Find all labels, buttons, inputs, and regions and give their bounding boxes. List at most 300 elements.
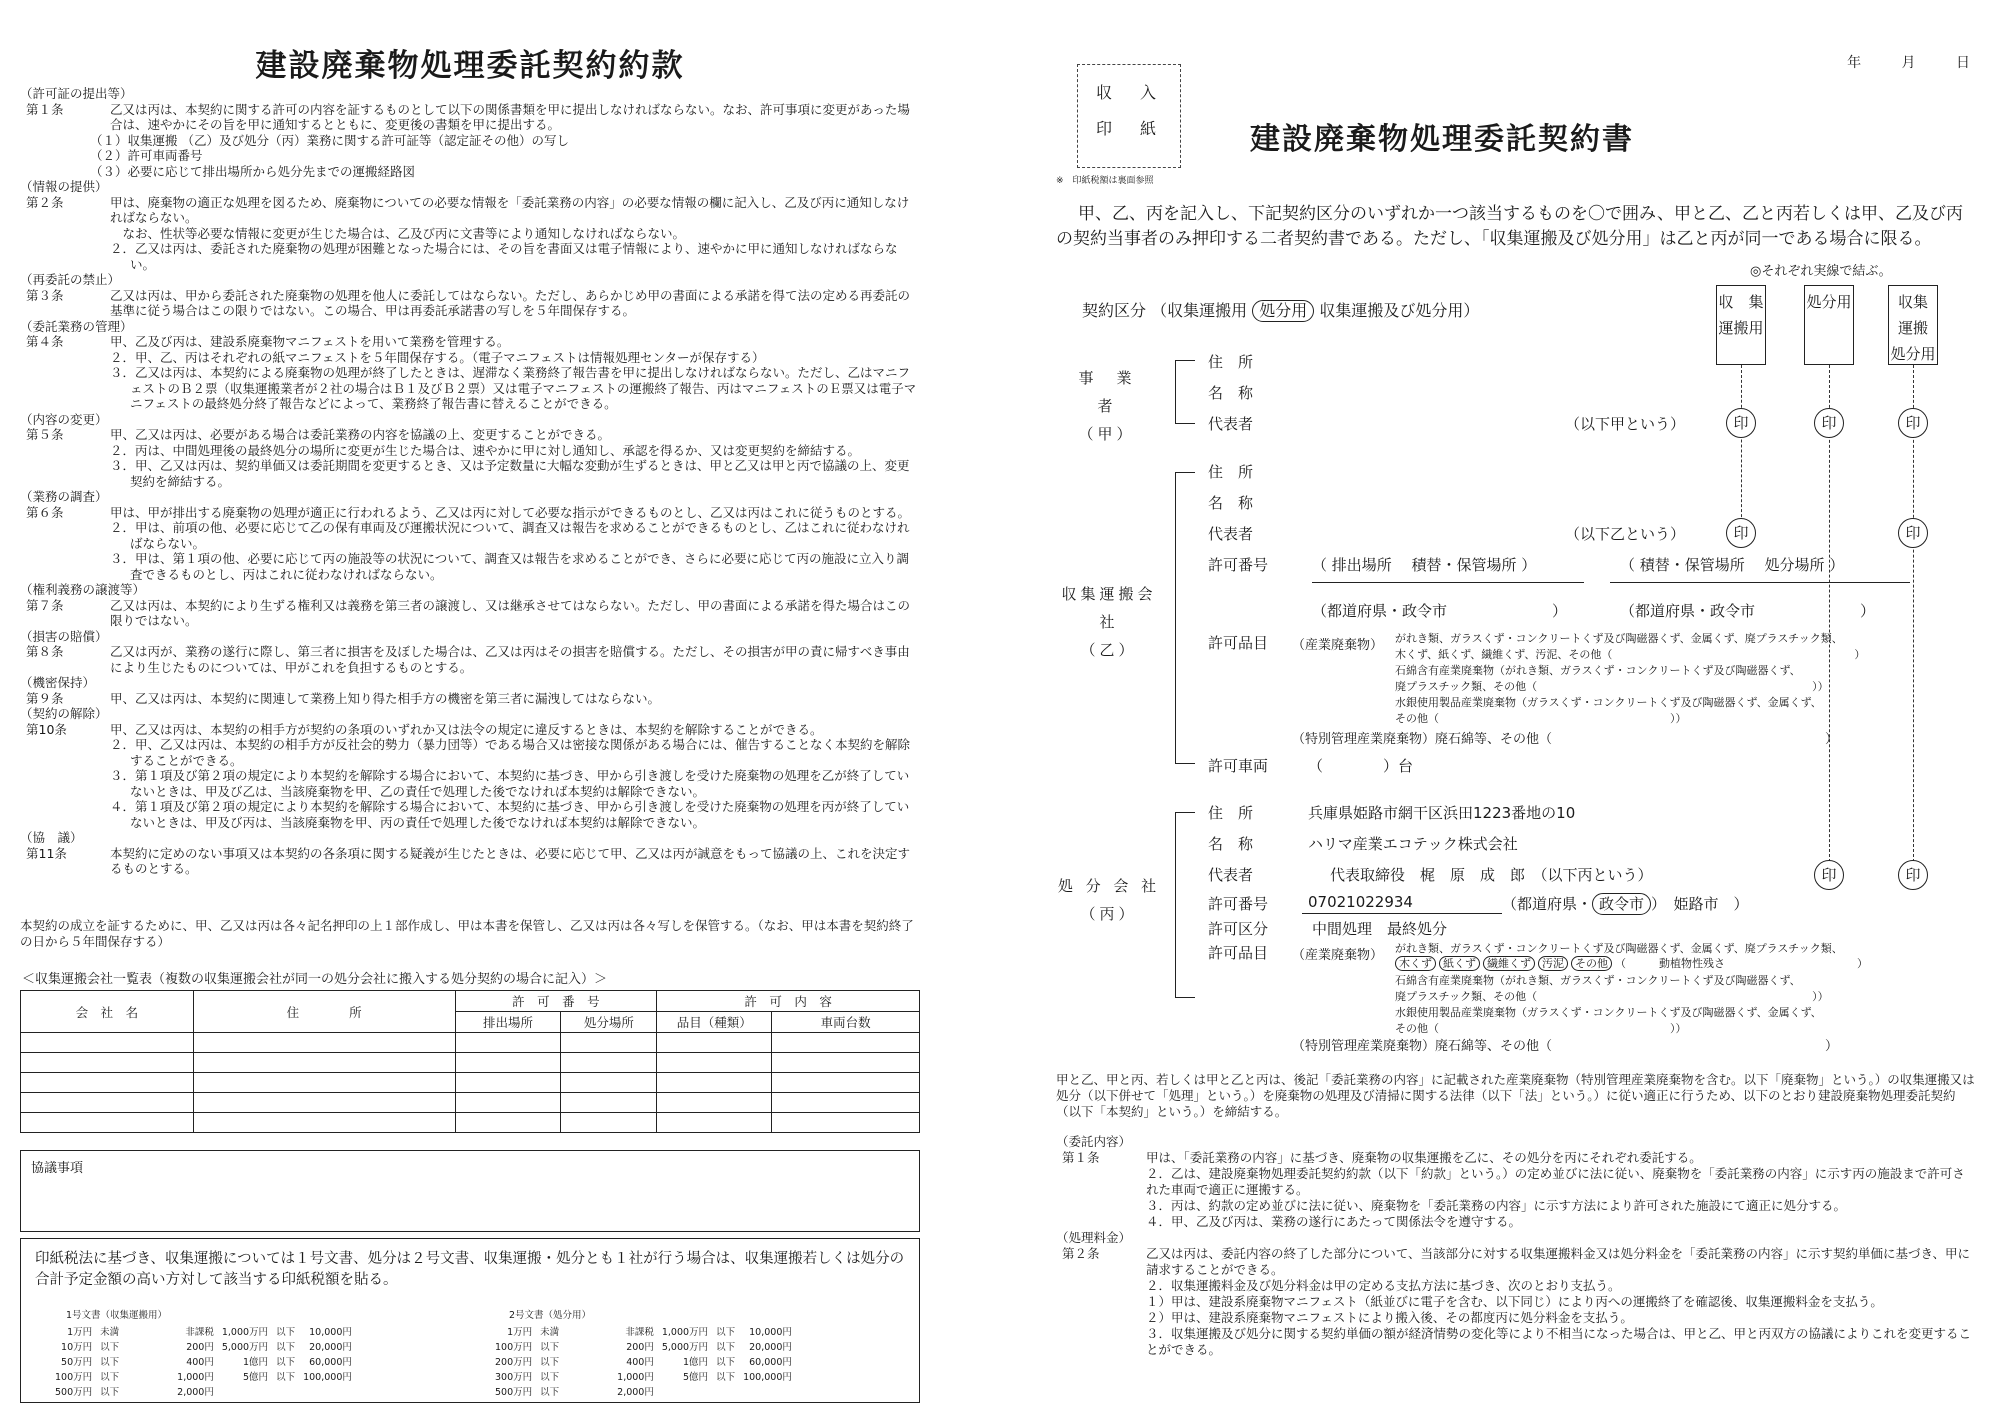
article [20,598,920,629]
otsu-label [1054,580,1164,664]
ko-field-name: 名 称 [1208,384,1254,402]
tax-cell [563,1368,613,1383]
hei-tokubetsu: （特別管理産業廃棄物）廃石綿等、その他（ ） [1292,1039,1839,1054]
otsu-label-text: 収集運搬会社 [1061,585,1157,631]
otsu-label-sub: （乙） [1080,641,1138,659]
kubun-label: 契約区分 [1082,301,1147,320]
tax-cell [123,1368,173,1383]
article [20,551,920,582]
tax-cell [123,1323,173,1338]
tax-cell: 非課税 [625,1326,654,1338]
underline [1302,913,1502,914]
otsu-item-line: 木くず、紙くず、繊維くず、汚泥、その他（ ） [1395,648,1866,661]
article-number: 第７条 [26,597,64,613]
inshi-line-2: 印 紙 [1095,119,1162,138]
article [1056,1198,1976,1214]
tax-cell [712,1383,739,1398]
col-permit: 許 可 番 号 [455,991,657,1012]
tax-cell [218,1383,272,1398]
article [1056,1214,1976,1230]
hei-item-circled: 紙くず [1439,956,1480,971]
article-item: （３）必要に応じて排出場所から処分先までの運搬経路図 [90,163,416,179]
date-line [1815,52,1972,72]
kubun-close: 収集運搬及び処分用） [1319,301,1480,320]
article-number: 第３条 [26,287,64,303]
tax-row [491,1383,796,1398]
table-row [21,1073,920,1093]
tax-cell: 以下 [100,1386,120,1398]
article [20,350,920,366]
connect-note: ◎それぞれ実線で結ぶ。 [1750,264,1892,279]
article-text: ４．甲、乙及び丙は、業務の遂行にあたって関係法令を遵守する。 [1146,1214,1522,1229]
terms-title: 建設廃棄物処理委託契約約款 [255,48,685,84]
underline [1610,582,1910,583]
tax-cell: 500万円 [55,1386,93,1398]
article-text: 甲、乙又は丙は、必要がある場合は委託業務の内容を協議の上、変更することができる。 [110,427,611,442]
col-box-label [1889,289,1937,367]
hei-item-circled: 木くず [1395,956,1436,971]
otsu-permit-b: （ 積替・保管場所 処分場所 ） [1620,556,1845,574]
tax-cell: 10,000円 [749,1326,792,1338]
col-company: 会 社 名 [21,991,194,1033]
tax-cell: 1,000円 [177,1371,214,1383]
article-text: ２．乙は、建設廃棄物処理委託契約約款（以下「約款」という。）の定め並びに法に従い、廃棄物を「委託業務の内容」に示す丙の施設まで許可された車両で適正に運搬する。 [1146,1166,1965,1197]
article-text: ４．第１項及び第２項の規定により本契約を解除する場合において、本契約に基づき、甲から引き渡しを受けた廃棄物の処理を丙が終了していないときは、甲及び丙は、当該廃棄物を甲、丙の責任で処理した後でなければ本契約は解除できない。 [110,799,910,830]
article [20,768,920,799]
col-box-line: 処分用 [1890,345,1936,363]
article [20,846,920,877]
tax-cell [563,1323,613,1338]
date-year: 年 [1847,55,1864,71]
section-heading: （内容の変更） [20,411,108,427]
tax-cell [123,1338,173,1353]
otsu-item-line: 廃プラスチック類、その他（ ）） [1395,680,1829,693]
date-day: 日 [1956,55,1972,71]
hei-permit-pref-circled: 政令市 [1592,893,1651,915]
tax-cell [563,1338,613,1353]
tax-row [51,1383,356,1398]
tax-cell [272,1383,299,1398]
ko-bracket [1175,360,1195,424]
table-row [21,1033,920,1053]
section-heading: （再委託の禁止） [20,272,121,287]
article-text: ２．甲は、前項の他、必要に応じて乙の保有車両及び運搬状況について、調査又は報告を求めることができるものとし、乙はこれに従わなければならない。 [110,520,910,551]
tax-cell: 50万円 [61,1356,93,1368]
otsu-item-line: がれき類、ガラスくず・コンクリートくず及び陶磁器くず、金属くず、廃プラスチック類、 [1395,632,1843,645]
seal-otsu-1: 印 [1726,518,1756,548]
tax-row [51,1323,356,1338]
hei-field-kubun: 許可区分 [1208,920,1269,938]
hei-permit-pref-text: （都道府県・ [1502,895,1593,913]
hei-item-line: その他（ ）） [1395,1022,1687,1035]
tax-cell [658,1383,712,1398]
otsu-field-vehicle: 許可車両 [1208,757,1269,775]
otsu-pref-a: （都道府県・政令市 ） [1312,602,1568,620]
kyogi-label: 協議事項 [31,1161,84,1176]
section-heading: （委託業務の管理） [20,318,133,334]
seal-ko-1: 印 [1726,408,1756,438]
article-text: 甲は、廃棄物の適正な処理を図るため、廃棄物についての必要な情報を「委託業務の内容」の必要な情報の欄に記入し、乙及び丙に通知しなければならない。 [110,194,910,225]
section-heading: （処理料金） [1056,1230,1132,1245]
tax-cell: 300万円 [495,1371,533,1383]
table-row [21,1093,920,1113]
tax-cell [299,1383,356,1398]
col-permit-haishutsu: 排出場所 [455,1012,561,1033]
hei-rep: 代表取締役 梶 原 成 郎 （以下丙という） [1330,866,1653,884]
col-content: 許 可 内 容 [657,991,920,1012]
article-text: ３．乙又は丙は、本契約による廃棄物の処理が終了したときは、遅滞なく業務終了報告書を甲に提出しなければならない。ただし、乙はマニフェストのＢ２票（収集運搬業者が２社の場合はＢ１及びＢ２票）又は電子マニフェストの運搬終了報告、丙はマニフェストのＥ票又は電子マニフェストの最終処分終了報告などによって、業務終了報告書に替えることができる。 [110,365,917,411]
contract-kubun [1082,298,1479,322]
otsu-sangyo: （産業廃棄物） [1292,638,1384,653]
hei-items-2 [1395,955,1868,971]
article [20,102,920,180]
otsu-vehicles: （ ）台 [1308,757,1414,775]
article [20,288,920,319]
section-heading: （委託内容） [1056,1134,1132,1149]
tax-cell: 2,000円 [617,1386,654,1398]
hei-field-rep: 代表者 [1208,866,1254,884]
tax-cell: 100万円 [495,1341,533,1353]
tax-cell: 1億円 [243,1356,269,1368]
tax-cell: 1億円 [683,1356,709,1368]
hei-name: ハリマ産業エコテック株式会社 [1308,835,1518,853]
tax-cell: 500万円 [495,1386,533,1398]
tax-cell: 2,000円 [177,1386,214,1398]
article-number: 第２条 [1062,1246,1100,1261]
ko-label [1062,364,1155,448]
section-heading: （情報の提供） [20,179,108,194]
article [20,505,920,521]
article-text: 甲は、甲が排出する廃棄物の処理が適正に行われるよう、乙又は丙に対して必要な指示ができるものとし、乙又は丙はこれに従うものとする。 [110,504,911,520]
article-number: 第８条 [26,644,64,659]
article-text: 乙又は丙は、本契約に関する許可の内容を証するものとして以下の関係書類を甲に提出しなければならない。なお、許可事項に変更があった場合は、速やかにその旨を甲に通知するとともに、変更後の書類を甲に提出する。 [110,101,910,132]
article-extra: なお、性状等必要な情報に変更が生じた場合は、乙及び丙に文書等により通知しなければならない。 [110,225,686,241]
article-text: ３．収集運搬及び処分に関する契約単価の額が経済情勢の変化等により不相当になった場合は、甲と乙、甲と丙双方の協議によりこれを変更することができる。 [1146,1326,1972,1357]
tax2-title: 2号文書（処分用） [509,1310,592,1321]
col-box-line: 収 集 [1718,293,1764,311]
intro-text: 甲、乙、丙を記入し、下記契約区分のいずれか一つ該当するものを〇で囲み、甲と乙、乙と丙若しくは甲、乙及び丙の契約当事者のみ押印する二者契約書である。ただし、「収集運搬及び処分用」は乙と丙が同一である場合に限る。 [1056,204,1964,249]
hei-item-line: 廃プラスチック類、その他（ ）） [1395,990,1829,1003]
tax-cell: 400円 [186,1356,214,1368]
article-number: 第６条 [26,504,64,520]
col-box-shushu [1716,285,1766,365]
tax-cell: 以下 [276,1356,296,1368]
article [20,799,920,830]
tax-cell: 1万円 [67,1326,93,1338]
article-number: 第１条 [26,101,64,117]
col-permit-shobun: 処分場所 [561,1012,657,1033]
date-month: 月 [1901,55,1918,71]
hei-label-sub: （丙） [1080,905,1138,923]
otsu-pref-b: （都道府県・政令市 ） [1620,602,1876,620]
hei-address: 兵庫県姫路市網干区浜田1223番地の10 [1308,804,1576,822]
article [20,722,920,738]
hei-item-circled: その他 [1571,956,1612,971]
ko-label-sub: （甲） [1078,425,1136,443]
article [20,458,920,489]
tax-cell: 未満 [100,1326,120,1338]
kubun-circled: 処分用 [1252,300,1314,322]
hei-label-text: 処 分 会 社 [1057,877,1161,895]
tax-cell [123,1383,173,1398]
hei-field-address: 住 所 [1208,804,1254,822]
inshi-note: ※ 印紙税額は裏面参照 [1056,176,1154,186]
connect-line-3 [1913,365,1914,877]
hei-permit-city: ） 姫路市 ） [1651,895,1749,913]
table-row [21,1113,920,1133]
col-box-line: 処分用 [1806,293,1852,311]
tax-cell: 1,000万円 [661,1326,709,1338]
tax-cell: 200円 [186,1341,214,1353]
table-row [21,1053,920,1073]
col-box-line: 収集 [1897,293,1928,311]
col-box-shobun [1804,285,1854,365]
col-box-label [1805,289,1853,315]
tax-cell: 5,000万円 [221,1341,269,1353]
section-heading: （損害の賠償） [20,628,108,644]
article [20,520,920,551]
article-text: ２．乙又は丙は、委託された廃棄物の処理が困難となった場合には、その旨を書面又は電子情報により、速やかに甲に通知しなければならない。 [110,241,898,272]
article [20,334,920,350]
otsu-field-name: 名 称 [1208,494,1254,512]
tax-row [51,1368,356,1383]
tax-cell: 100万円 [55,1371,93,1383]
tax-cell [739,1383,796,1398]
article-text: １）甲は、建設系廃棄物マニフェスト（紙並びに電子を含む、以下同じ）により丙への運搬終了を確認後、収集運搬料金を支払う。 [1146,1294,1883,1309]
hei-item-circled: 汚泥 [1538,956,1568,971]
article-text: ３．甲、乙又は丙は、契約単価又は委託期間を変更するとき、又は予定数量に大幅な変動が生ずるときは、甲と乙又は甲と丙で協議の上、変更契約を締結する。 [110,458,910,489]
company-list-title: ＜収集運搬会社一覧表（複数の収集運搬会社が同一の処分会社に搬入する処分契約の場合に記入）＞ [22,972,608,987]
tax-cell: 5,000万円 [661,1341,709,1353]
article-text: ２．収集運搬料金及び処分料金は甲の定める支払方法に基づき、次のとおり支払う。 [1146,1278,1621,1293]
tax-cell: 未満 [540,1326,560,1338]
article-number: 第１条 [1062,1150,1100,1165]
tax-cell: 以下 [716,1341,736,1353]
article-number: 第11条 [26,845,67,861]
tax-row [51,1338,356,1353]
article [1056,1150,1976,1166]
otsu-tokubetsu: （特別管理産業廃棄物）廃石綿等、その他（ ） [1292,732,1839,747]
stamp-tax-text: 印紙税法に基づき、収集運搬については１号文書、処分は２号文書、収集運搬・処分とも１社が行う場合は、収集運搬若しくは処分の合計予定金額の高い方対して該当する印紙税額を貼る。 [35,1251,905,1288]
otsu-field-hinmoku: 許可品目 [1208,634,1269,652]
col-box-line: 運搬用 [1718,319,1764,337]
tax-cell [123,1353,173,1368]
article-number: 第４条 [26,334,64,349]
col-box-both [1888,285,1938,365]
article [20,443,920,459]
article-text: 乙又は丙が、業務の遂行に際し、第三者に損害を及ぼした場合は、乙又は丙はその損害を賠償する。ただし、その損害が甲の責に帰すべき事由により生じたものについては、甲がこれを負担するものとする。 [110,644,910,675]
underline [1312,582,1584,583]
contract-terms-page [0,0,940,1415]
tax-cell: 10,000円 [309,1326,352,1338]
col-address: 住 所 [193,991,455,1033]
connect-line-1 [1741,365,1742,537]
tax-cell: 非課税 [185,1326,214,1338]
article-text: 乙又は丙は、本契約により生ずる権利又は義務を第三者の譲渡し、又は継承させてはならない。ただし、甲の書面による承諾を得た場合はこの限りではない。 [110,597,911,628]
hei-item-tail: （ 動植物性残さ ） [1615,957,1868,970]
article [20,427,920,443]
tax1-table [51,1323,356,1398]
article [20,737,920,768]
tax-cell: 以下 [100,1356,120,1368]
tax-cell: 以下 [540,1371,560,1383]
col-content-hinmoku: 品目（種類） [657,1012,772,1033]
tax-cell: 60,000円 [309,1356,352,1368]
article [20,365,920,412]
tax-cell: 100,000円 [303,1371,352,1383]
tax-cell [563,1383,613,1398]
tax-cell: 100,000円 [743,1371,792,1383]
otsu-item-line: その他（ ）） [1395,712,1687,725]
otsu-field-permit: 許可番号 [1208,556,1269,574]
article [1056,1166,1976,1198]
hei-field-name: 名 称 [1208,835,1254,853]
seal-ko-3: 印 [1898,408,1928,438]
revenue-stamp-box [1077,64,1181,168]
tax-cell: 200万円 [495,1356,533,1368]
tax-cell: 以下 [276,1371,296,1383]
otsu-field-address: 住 所 [1208,463,1254,481]
hei-permit-pref [1502,893,1749,915]
tax-cell: 60,000円 [749,1356,792,1368]
tax-cell: 5億円 [243,1371,269,1383]
otsu-permit-a: （ 排出場所 積替・保管場所 ） [1312,556,1537,574]
article-number: 第９条 [26,690,64,706]
otsu-field-rep: 代表者 [1208,525,1254,543]
tax-cell: 1万円 [507,1326,533,1338]
article [20,691,920,707]
section-heading: （許可証の提出等） [20,86,133,101]
tax-cell: 以下 [716,1326,736,1338]
tax-cell: 以下 [100,1341,120,1353]
article [1056,1294,1976,1310]
article-text: 乙又は丙は、委託内容の終了した部分について、当該部分に対する収集運搬料金又は処分料金を「委託業務の内容」に示す契約単価に基づき、甲に請求することができる。 [1146,1246,1971,1277]
tax-cell: 以下 [276,1326,296,1338]
contract-page [1040,0,2000,1415]
tax-cell: 5億円 [683,1371,709,1383]
contract-title: 建設廃棄物処理委託契約書 [1250,122,1634,157]
tax-cell: 1,000万円 [221,1326,269,1338]
article [20,241,920,272]
article-text: ２．甲、乙、丙はそれぞれの紙マニフェストを５年間保存する。（電子マニフェストは情報処理センターが保存する） [110,349,765,365]
article-text: 甲は、「委託業務の内容」に基づき、廃棄物の収集運搬を乙に、その処分を丙にそれぞれ委託する。 [1146,1150,1702,1165]
preamble-text: 甲と乙、甲と丙、若しくは甲と乙と丙は、後記「委託業務の内容」に記載された産業廃棄物（特別管理産業廃棄物を含む。以下「廃棄物」という。）の収集運搬又は処分（以下併せて「処理」という。）を廃棄物の処理及び清掃に関する法律（以下「法」という。）に従い適正に行うため、以下のとおり建設廃棄物処理委託契約（以下「本契約」という。）を締結する。 [1056,1072,1975,1119]
article-text: ２．甲、乙又は丙は、本契約の相手方が反社会的勢力（暴力団等）である場合又は密接な関係がある場合には、催告することなく本契約を解除することができる。 [110,737,911,768]
tax-cell: 以下 [540,1341,560,1353]
connect-line-2 [1829,365,1830,877]
ko-label-text: 事 業 者 [1078,369,1155,415]
hei-field-permit: 許可番号 [1208,895,1269,913]
tax-cell: 以下 [540,1386,560,1398]
hei-item-line: 水銀使用製品産業廃棄物（ガラスくず・コンクリートくず及び陶磁器くず、金属くず、 [1395,1006,1822,1019]
seal-hei-3: 印 [1898,860,1928,890]
hei-item-circled: 繊維くず [1483,956,1535,971]
tax-cell: 以下 [100,1371,120,1383]
article-text: 甲、乙及び丙は、建設系廃棄物マニフェストを用いて業務を管理する。 [110,334,510,349]
col-box-line: 運搬 [1897,319,1928,337]
terms-articles [20,86,920,877]
section-heading: （契約の解除） [20,706,108,721]
article-text: ２．丙は、中間処理後の最終処分の場所に変更が生じた場合は、速やかに甲に対し通知し、承認を得るか、又は変更契約を締結する。 [110,442,861,458]
tax-cell: 200円 [626,1341,654,1353]
tax-cell [563,1353,613,1368]
tax1-title: 1号文書（収集運搬用） [66,1310,168,1321]
article [20,195,920,242]
article [1056,1326,1976,1358]
article-text: ３．甲は、第１項の他、必要に応じて丙の施設等の状況について、調査又は報告を求めることができ、さらに必要に応じて丙の施設に立入り調査できるものとし、丙はこれに従わなければならない。 [110,551,910,582]
section-heading: （権利義務の譲渡等） [20,582,146,597]
tax-row [491,1368,796,1383]
article-text: 本契約に定めのない事項又は本契約の各条項に関する疑義が生じたときは、必要に応じて甲、乙又は丙が誠意をもって協議の上、これを決定するものとする。 [110,845,911,876]
ko-field-rep: 代表者 [1208,415,1254,433]
hei-item-line: 石綿含有産業廃棄物（がれき類、ガラスくず・コンクリートくず及び陶磁器くず、 [1395,974,1801,987]
article-number: 第５条 [26,427,64,442]
tax-row [491,1353,796,1368]
ko-called: （以下甲という） [1565,415,1686,433]
tax-row [491,1338,796,1353]
closing-statement: 本契約の成立を証するために、甲、乙又は丙は各々記名押印の上１部作成し、甲は本書を保管し、乙又は丙は各々写しを保管する。（なお、甲は本書を契約終了の日から５年間保存する） [20,918,914,949]
article [20,644,920,675]
seal-hei-2: 印 [1814,860,1844,890]
hei-permit-no: 07021022934 [1308,893,1413,911]
tax-row [51,1353,356,1368]
stamp-tax-box [20,1238,920,1403]
otsu-bracket [1175,472,1195,764]
tax-cell: 1,000円 [617,1371,654,1383]
tax2-table [491,1323,796,1398]
hei-label [1054,872,1164,928]
article [1056,1310,1976,1326]
article-text: ２）甲は、建設系廃棄物マニフェストにより搬入後、その都度丙に処分料金を支払う。 [1146,1310,1633,1325]
article-text: 甲、乙又は丙は、本契約の相手方が契約の条項のいずれか又は法令の規定に違反するときは、本契約を解除することができる。 [110,721,823,737]
hei-kubun: 中間処理 最終処分 [1312,920,1448,938]
tax-cell: 20,000円 [749,1341,792,1353]
otsu-item-line: 水銀使用製品産業廃棄物（ガラスくず・コンクリートくず及び陶磁器くず、金属くず、 [1395,696,1822,709]
kubun-open: （収集運搬用 [1151,301,1248,320]
article-item: （１）収集運搬 （乙）及び処分（丙）業務に関する許可証等（認定証その他）の写し [90,132,569,148]
otsu-called: （以下乙という） [1565,525,1686,543]
col-box-label [1717,289,1765,341]
tax-cell: 20,000円 [309,1341,352,1353]
company-list-table [20,990,920,1133]
otsu-item-line: 石綿含有産業廃棄物（がれき類、ガラスくず・コンクリートくず及び陶磁器くず、 [1395,664,1801,677]
article-text: ３．第１項及び第２項の規定により本契約を解除する場合において、本契約に基づき、甲から引き渡しを受けた廃棄物の処理を乙が終了していないときは、甲及び乙は、当該廃棄物を甲、乙の責任で処理した後でなければ本契約は解除できない。 [110,768,910,799]
section-heading: （機密保持） [20,675,96,690]
hei-items-1: がれき類、ガラスくず・コンクリートくず及び陶磁器くず、金属くず、廃プラスチック類、 [1395,942,1843,955]
col-content-vehicles: 車両台数 [772,1012,920,1033]
section-heading: （業務の調査） [20,489,108,504]
tax-cell: 以下 [540,1356,560,1368]
contract-articles [1056,1134,1976,1358]
article-text: ３．丙は、約款の定め並びに法に従い、廃棄物を「委託業務の内容」に示す方法により許可された施設にて適正に処分する。 [1146,1198,1847,1213]
article-item: （２）許可車両番号 [90,148,203,163]
hei-field-hinmoku: 許可品目 [1208,944,1269,962]
ko-field-address: 住 所 [1208,353,1254,371]
tax-cell: 以下 [716,1356,736,1368]
article [1056,1278,1976,1294]
hei-bracket [1175,812,1195,998]
article-text: 乙又は丙は、甲から委託された廃棄物の処理を他人に委託してはならない。ただし、あらかじめ甲の書面による承諾を得て法の定める再委託の基準に従う場合はこの限りではない。この場合、甲は再委託承諾書の写しを５年間保存する。 [110,287,911,318]
tax-row [491,1323,796,1338]
tax-cell: 以下 [716,1371,736,1383]
seal-otsu-3: 印 [1898,518,1928,548]
tax-cell: 10万円 [61,1341,93,1353]
section-heading: （協 議） [20,830,83,845]
article-number: 第10条 [26,721,67,737]
article-number: 第２条 [26,194,64,210]
article-text: 甲、乙又は丙は、本契約に関連して業務上知り得た相手方の機密を第三者に漏洩してはならない。 [110,690,661,706]
inshi-line-1: 収 入 [1095,83,1162,102]
